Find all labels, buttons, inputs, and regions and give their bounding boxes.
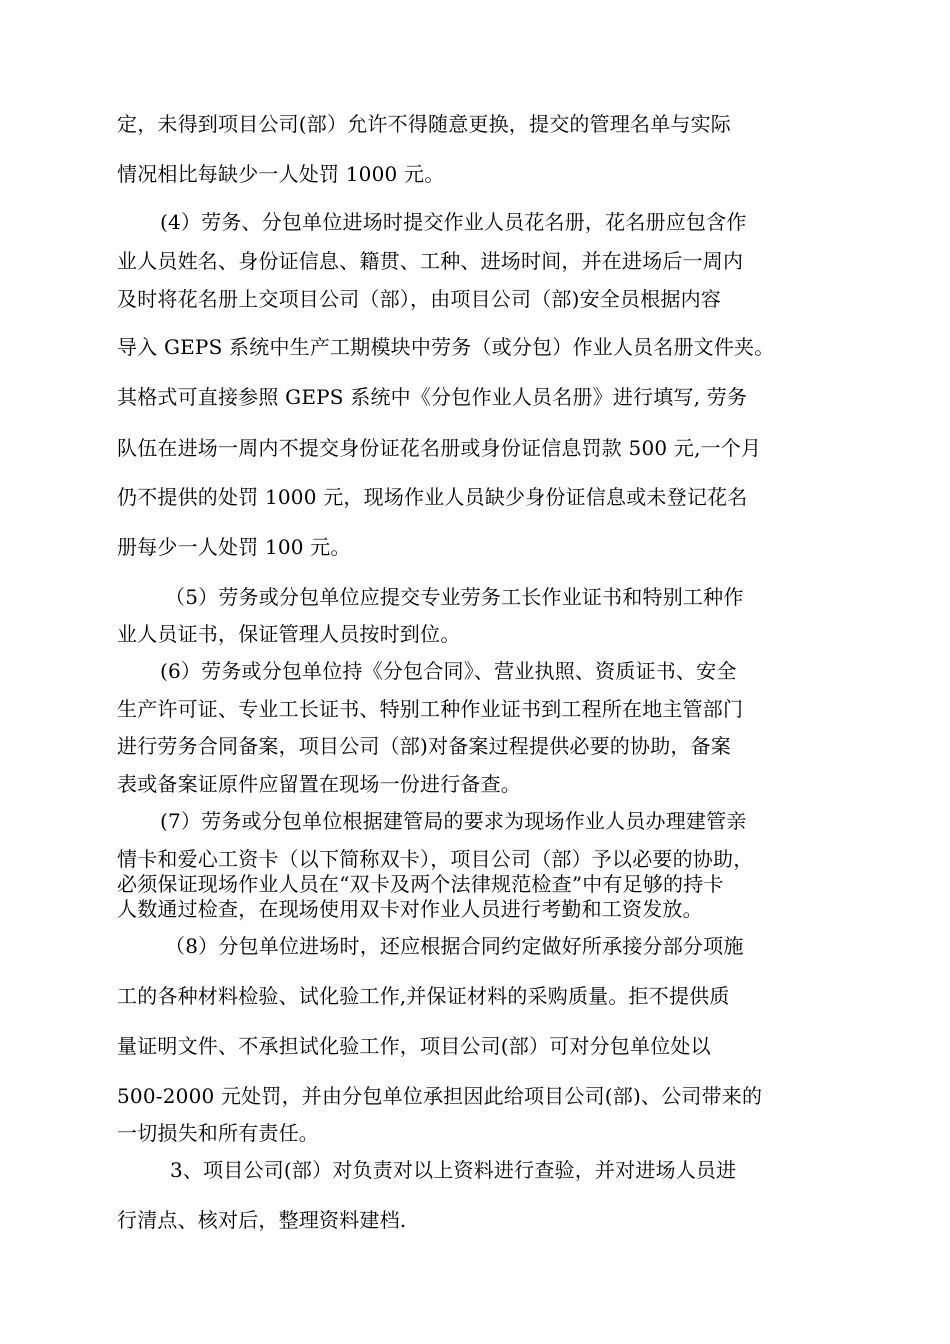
text-line: 必须保证现场作业人员在“双卡及两个法律规范检查”中有足够的持卡	[117, 872, 724, 896]
text-line: 情卡和爱心工资卡（以下简称双卡），项目公司（部）予以必要的协助，	[117, 847, 754, 871]
paragraph-7-first-line: (7）劳务或分包单位根据建管局的要求为现场作业人员办理建管亲	[160, 809, 747, 833]
text-line: 册每少一人处罚 100 元。	[117, 535, 351, 559]
text-line: 仍不提供的处罚 1000 元，现场作业人员缺少身份证信息或未登记花名	[117, 485, 748, 509]
text-line: 生产许可证、专业工长证书、特别工种作业证书到工程所在地主管部门	[117, 697, 744, 721]
paragraph-5-first-line: （5）劳务或分包单位应提交专业劳务工长作业证书和特别工种作	[165, 585, 744, 609]
text-line: 500-2000 元处罚，并由分包单位承担因此给项目公司(部)、公司带来的	[117, 1084, 763, 1108]
text-line: 进行劳务合同备案，项目公司（部)对备案过程提供必要的协助，备案	[117, 734, 732, 758]
text-line: 定，未得到项目公司(部）允许不得随意更换，提交的管理名单与实际	[117, 112, 732, 136]
text-line: 人数通过检查，在现场使用双卡对作业人员进行考勤和工资发放。	[117, 897, 703, 921]
text-line: 队伍在进场一周内不提交身份证花名册或身份证信息罚款 500 元,一个月	[117, 436, 762, 460]
text-line: 情况相比每缺少一人处罚 1000 元。	[117, 162, 445, 186]
text-line: 导入 GEPS 系统中生产工期模块中劳务（或分包）作业人员名册文件夹。	[117, 335, 775, 359]
paragraph-4-first-line: (4）劳务、分包单位进场时提交作业人员花名册，花名册应包含作	[160, 210, 747, 234]
text-line: 业人员证书，保证管理人员按时到位。	[117, 622, 461, 646]
text-line: 量证明文件、不承担试化验工作，项目公司(部）可对分包单位处以	[117, 1034, 711, 1058]
text-line: 行清点、核对后，整理资料建档.	[117, 1208, 407, 1232]
text-line: 其格式可直接参照 GEPS 系统中《分包作业人员名册》进行填写, 劳务	[117, 385, 748, 409]
text-line: 业人员姓名、身份证信息、籍贯、工种、进场时间，并在进场后一周内	[117, 249, 744, 273]
text-line: 表或备案证原件应留置在现场一份进行备查。	[117, 772, 521, 796]
text-line: 一切损失和所有责任。	[117, 1121, 319, 1145]
text-line: 及时将花名册上交项目公司（部），由项目公司（部)安全员根据内容	[117, 287, 722, 311]
text-line: 工的各种材料检验、试化验工作,并保证材料的采购质量。拒不提供质	[117, 984, 730, 1008]
paragraph-8-first-line: （8）分包单位进场时，还应根据合同约定做好所承接分部分项施	[165, 934, 744, 958]
section-3-first-line: 3、项目公司(部）对负责对以上资料进行查验，并对进场人员进	[170, 1158, 737, 1182]
paragraph-6-first-line: (6）劳务或分包单位持《分包合同》、营业执照、资质证书、安全	[160, 659, 737, 683]
